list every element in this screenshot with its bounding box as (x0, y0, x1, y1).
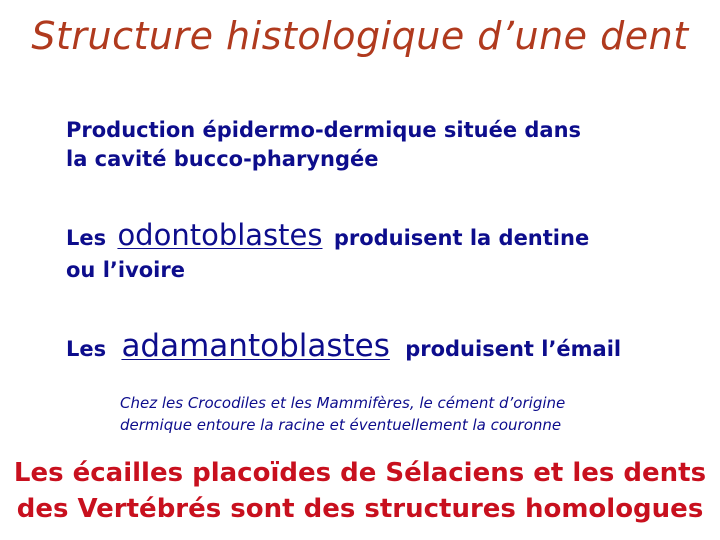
cement-note-line2: dermique entoure la racine et éventuellement la couronne (120, 415, 562, 434)
cement-note-line1: Chez les Crocodiles et les Mammifères, le cément d’origine (120, 394, 566, 412)
adamantoblastes-suffix: produisent l’émail (405, 337, 622, 361)
paragraph-adamantoblastes-line1 (66, 325, 621, 368)
odontoblastes-suffix: produisent la dentine (333, 226, 590, 250)
paragraph-odontoblastes (66, 215, 589, 285)
conclusion-line2: des Vertébrés sont des structures homologues (16, 494, 704, 525)
paragraph-adamantoblastes (66, 325, 621, 368)
cement-note (120, 393, 680, 437)
odontoblastes-prefix: Les (66, 226, 107, 250)
paragraph-odontoblastes-line1 (66, 215, 589, 256)
adamantoblastes-prefix: Les (66, 337, 107, 361)
paragraph-production-line1: Production épidermo-dermique située dans (66, 118, 582, 142)
paragraph-production-line2: la cavité bucco-pharyngée (66, 147, 379, 172)
conclusion-line1: Les écailles placoïdes de Sélaciens et les dents (13, 458, 707, 488)
adamantoblastes-term: adamantoblastes (121, 328, 390, 364)
paragraph-production (66, 116, 581, 175)
paragraph-odontoblastes-line2: ou l’ivoire (66, 257, 185, 282)
odontoblastes-term: odontoblastes (117, 218, 323, 252)
conclusion (0, 455, 720, 528)
slide-title: Structure histologique d’une dent (31, 14, 689, 58)
